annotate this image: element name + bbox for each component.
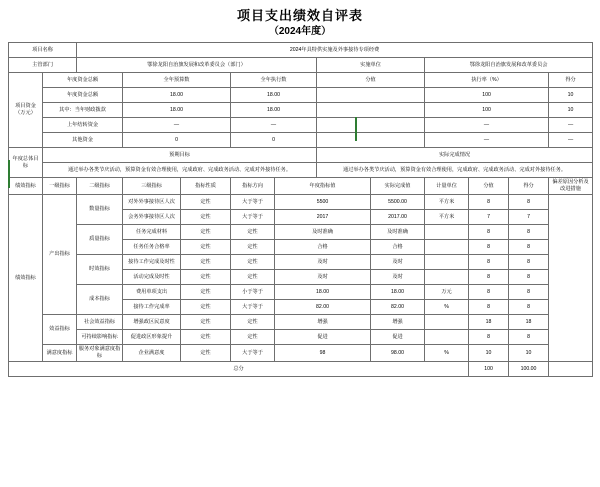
level3-label: 费用单项支出 [123, 285, 181, 300]
indicator-nature: 定性 [181, 285, 231, 300]
indicator-score: 7 [469, 210, 509, 225]
indicator-direction: 大于等于 [231, 210, 275, 225]
level3-label: 增强政区民意度 [123, 315, 181, 330]
indicator-header-4: 指标性质 [181, 178, 231, 195]
indicator-direction: 定性 [231, 225, 275, 240]
indicator-actual: 及时 [371, 255, 425, 270]
indicator-header-9: 分值 [469, 178, 509, 195]
indicator-score: 8 [469, 270, 509, 285]
indicator-header-0: 绩效指标 [9, 178, 43, 195]
funds-row-score [317, 133, 425, 148]
funds-row-score [317, 103, 425, 118]
indicator-unit: % [425, 345, 469, 362]
indicator-target: 促进 [275, 330, 371, 345]
indicator-target: 增强 [275, 315, 371, 330]
funds-col-budget: 全年预算数 [123, 73, 231, 88]
indicator-point: 8 [509, 330, 549, 345]
level3-label: 活动完成及时性 [123, 270, 181, 285]
project-name-label: 项目名称 [9, 43, 77, 58]
total-remark [549, 362, 593, 377]
funds-row-point: 10 [549, 103, 593, 118]
page-subtitle: （2024年度） [268, 26, 332, 37]
evaluation-table [8, 42, 593, 377]
indicator-actual: 增强 [371, 315, 425, 330]
funds-row-name: 年度资金总额 [43, 88, 123, 103]
main-department-value: 鄂徐龙阳自治旗发展和改革委员会（部门） [77, 58, 317, 73]
indicator-point: 8 [509, 240, 549, 255]
implementing-unit-label: 实施单位 [317, 58, 425, 73]
indicator-nature: 定性 [181, 345, 231, 362]
indicator-unit [425, 225, 469, 240]
funds-row-point: 10 [549, 88, 593, 103]
funds-row-name: 其他资金 [43, 133, 123, 148]
indicator-header-6: 年度指标值 [275, 178, 371, 195]
funds-row-budget: — [123, 118, 231, 133]
indicator-point: 10 [509, 345, 549, 362]
funds-col-rate: 执行率（%） [425, 73, 549, 88]
funds-row-name: 上年结转资金 [43, 118, 123, 133]
indicator-score: 8 [469, 285, 509, 300]
table-row-goal-header [9, 148, 593, 163]
indicator-actual: 合格 [371, 240, 425, 255]
level3-label: 任务任务合格率 [123, 240, 181, 255]
indicator-score: 8 [469, 255, 509, 270]
indicator-header-1: 一级指标 [43, 178, 77, 195]
indicator-target: 合格 [275, 240, 371, 255]
indicator-actual: 及时 [371, 270, 425, 285]
funds-label-text: 项目资金 [15, 103, 36, 109]
level2-social-benefit: 社会效益指标 [77, 315, 123, 330]
indicator-header-7: 实际完成值 [371, 178, 425, 195]
funds-row-label [9, 73, 43, 148]
indicator-target: 及时准确 [275, 225, 371, 240]
funds-row-rate: — [425, 118, 549, 133]
indicator-target: 2017 [275, 210, 371, 225]
indicator-direction: 定性 [231, 270, 275, 285]
level3-label: 会务外事接待区人次 [123, 210, 181, 225]
funds-row-point: — [549, 133, 593, 148]
alignment-mark-middle [355, 117, 357, 141]
table-row-goal-body [9, 163, 593, 178]
indicator-nature: 定性 [181, 195, 231, 210]
indicator-unit [425, 255, 469, 270]
indicator-unit [425, 240, 469, 255]
indicator-point: 8 [509, 270, 549, 285]
indicator-direction: 大于等于 [231, 195, 275, 210]
indicator-actual: 5500.00 [371, 195, 425, 210]
table-row-total [9, 362, 593, 377]
funds-col-total: 年度资金总额 [43, 73, 123, 88]
funds-row-point: — [549, 118, 593, 133]
level2-timeliness: 时效指标 [77, 255, 123, 285]
funds-row-name: 其中：当年财政拨款 [43, 103, 123, 118]
indicator-header-2: 二级指标 [77, 178, 123, 195]
indicator-nature: 定性 [181, 240, 231, 255]
goal-actual-title: 实际完成情况 [317, 148, 593, 163]
funds-col-point: 得分 [549, 73, 593, 88]
indicator-point: 8 [509, 285, 549, 300]
level3-label: 促进政区形象提升 [123, 330, 181, 345]
table-row-indicator [9, 315, 593, 330]
indicator-target: 98 [275, 345, 371, 362]
indicator-score: 8 [469, 240, 509, 255]
table-row-project-name [9, 43, 593, 58]
table-row-indicator [9, 195, 593, 210]
funds-row-rate: 100 [425, 88, 549, 103]
indicator-actual: 及时准确 [371, 225, 425, 240]
page-title: 项目支出绩效自评表 [236, 8, 363, 23]
funds-row-budget: 0 [123, 133, 231, 148]
table-row-departments [9, 58, 593, 73]
main-department-label: 主管部门 [9, 58, 77, 73]
goal-actual-text: 通过举办各类节庆活动，预算资金有效合理使用，完成政府、完成政务活动、完成对外接待任务。 [317, 163, 593, 178]
indicator-nature: 定性 [181, 330, 231, 345]
funds-unit-text: （万元） [15, 110, 36, 116]
funds-col-score: 分值 [317, 73, 425, 88]
level3-label: 接待工作完成及时性 [123, 255, 181, 270]
indicator-remark [549, 195, 593, 362]
level3-label: 任务完成材料 [123, 225, 181, 240]
indicator-point: 8 [509, 255, 549, 270]
funds-row-execute: 18.00 [231, 88, 317, 103]
total-label: 总分 [9, 362, 469, 377]
table-row-indicator [9, 285, 593, 300]
indicator-direction: 大于等于 [231, 300, 275, 315]
indicator-score: 8 [469, 300, 509, 315]
indicator-nature: 定性 [181, 270, 231, 285]
indicator-header-10: 得分 [509, 178, 549, 195]
table-row-funds-total [9, 88, 593, 103]
indicator-direction: 定性 [231, 255, 275, 270]
table-row-indicator [9, 330, 593, 345]
indicator-nature: 定性 [181, 255, 231, 270]
level1-output: 产出指标 [43, 195, 77, 315]
indicator-group-label: 绩效指标 [9, 195, 43, 362]
indicator-direction: 定性 [231, 330, 275, 345]
funds-row-budget: 18.00 [123, 103, 231, 118]
indicator-target: 及时 [275, 255, 371, 270]
indicator-header-11: 偏差原因分析及改进措施 [549, 178, 593, 195]
indicator-unit: % [425, 300, 469, 315]
table-row-funds-fiscal [9, 103, 593, 118]
project-name-value: 2024年具特供实施及外事接待专项经费 [77, 43, 593, 58]
indicator-target: 18.00 [275, 285, 371, 300]
indicator-header-3: 三级指标 [123, 178, 181, 195]
implementing-unit-value: 鄂徐龙阳自治旗发展和改革委员会 [425, 58, 593, 73]
goal-expected-text: 通过举办各类节庆活动，预算资金有效合理使用，完成政府、完成政务活动、完成对外接待任务。 [43, 163, 317, 178]
funds-row-rate: 100 [425, 103, 549, 118]
level1-benefit: 效益指标 [43, 315, 77, 345]
annual-goal-label: 年度总体目标 [9, 148, 43, 178]
indicator-point: 8 [509, 195, 549, 210]
indicator-header-8: 计量单位 [425, 178, 469, 195]
indicator-actual: 82.00 [371, 300, 425, 315]
table-row-funds-other [9, 133, 593, 148]
indicator-target: 及时 [275, 270, 371, 285]
indicator-direction: 定性 [231, 240, 275, 255]
indicator-direction: 定性 [231, 315, 275, 330]
indicator-nature: 定性 [181, 225, 231, 240]
indicator-score: 8 [469, 225, 509, 240]
funds-row-budget: 18.00 [123, 88, 231, 103]
level2-sustainable: 可持续影响指标 [77, 330, 123, 345]
indicator-score: 8 [469, 330, 509, 345]
indicator-direction: 小于等于 [231, 285, 275, 300]
indicator-unit [425, 270, 469, 285]
table-row-indicator [9, 225, 593, 240]
indicator-target: 82.00 [275, 300, 371, 315]
indicator-nature: 定性 [181, 300, 231, 315]
total-point: 100.00 [509, 362, 549, 377]
indicator-unit [425, 315, 469, 330]
indicator-nature: 定性 [181, 315, 231, 330]
indicator-point: 7 [509, 210, 549, 225]
funds-row-execute: 0 [231, 133, 317, 148]
indicator-point: 18 [509, 315, 549, 330]
indicator-score: 10 [469, 345, 509, 362]
table-row-indicator [9, 345, 593, 362]
indicator-nature: 定性 [181, 210, 231, 225]
table-row-indicator [9, 255, 593, 270]
level3-label: 接待工作完成率 [123, 300, 181, 315]
indicator-actual: 2017.00 [371, 210, 425, 225]
table-row-indicator-header [9, 178, 593, 195]
funds-row-rate: — [425, 133, 549, 148]
funds-row-score [317, 118, 425, 133]
table-row-funds-header [9, 73, 593, 88]
table-row-funds-carryover [9, 118, 593, 133]
goal-expected-title: 预期目标 [43, 148, 317, 163]
indicator-point: 8 [509, 225, 549, 240]
level2-quality: 质量指标 [77, 225, 123, 255]
alignment-mark-left [8, 160, 10, 188]
level1-satisfaction: 满意度指标 [43, 345, 77, 362]
level2-service-satisfaction: 服务对象满意度指标 [77, 345, 123, 362]
indicator-point: 8 [509, 300, 549, 315]
indicator-score: 18 [469, 315, 509, 330]
indicator-score: 8 [469, 195, 509, 210]
indicator-actual: 18.00 [371, 285, 425, 300]
indicator-unit: 平方米 [425, 210, 469, 225]
indicator-actual: 98.00 [371, 345, 425, 362]
level3-label: 对外外事接待区人次 [123, 195, 181, 210]
level3-label: 企业满意度 [123, 345, 181, 362]
total-score: 100 [469, 362, 509, 377]
funds-row-execute: — [231, 118, 317, 133]
funds-row-score [317, 88, 425, 103]
indicator-unit [425, 330, 469, 345]
indicator-header-5: 指标方向 [231, 178, 275, 195]
indicator-actual: 促进 [371, 330, 425, 345]
level2-quantity: 数量指标 [77, 195, 123, 225]
level2-cost: 成本指标 [77, 285, 123, 315]
funds-col-execute: 全年执行数 [231, 73, 317, 88]
indicator-unit: 平方米 [425, 195, 469, 210]
funds-row-execute: 18.00 [231, 103, 317, 118]
indicator-direction: 大于等于 [231, 345, 275, 362]
indicator-unit: 万元 [425, 285, 469, 300]
indicator-target: 5500 [275, 195, 371, 210]
